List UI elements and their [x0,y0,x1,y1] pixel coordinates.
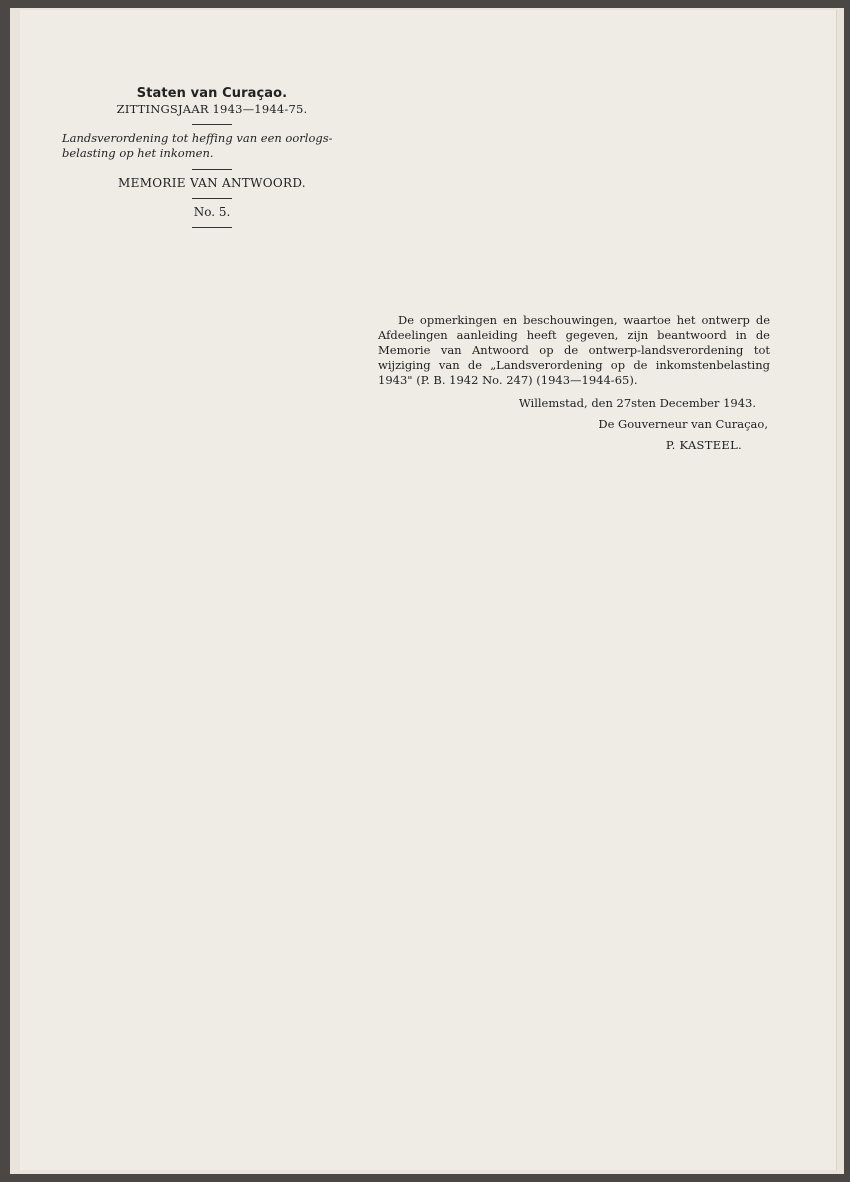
journal-title: Staten van Curaçao. [136,86,288,101]
subject-line-2: belasting op het inkomen. [62,146,214,160]
document-type: MEMORIE VAN ANTWOORD. [118,176,306,190]
divider [192,198,232,199]
subject-line-1: Landsverordening tot heffing van een oorlogs- [62,131,333,145]
subject [62,131,362,161]
document-number: No. 5. [193,205,231,219]
signatory-name: P. KASTEEL. [665,438,742,452]
divider [192,124,232,125]
document-body [378,313,770,453]
session-year: ZITTINGSJAAR 1943—1944-75. [116,102,308,116]
document-header [62,86,362,234]
divider [192,169,232,170]
signatory-role: De Gouverneur van Curaçao, [598,417,768,431]
divider [192,227,232,228]
dateline: Willemstad, den 27sten December 1943. [518,396,756,410]
body-paragraph: De opmerkingen en beschouwingen, waartoe het ontwerp de Afdeelingen aanleiding heeft gegeven, zijn beantwoord in de Memorie van Antwoord op de ontwerp-landsverordening tot wijziging van de „Landsverordening op de inkomstenbelasting 1943" (P. B. 1942 No. 247) (1943—1944-65). [378,313,770,387]
